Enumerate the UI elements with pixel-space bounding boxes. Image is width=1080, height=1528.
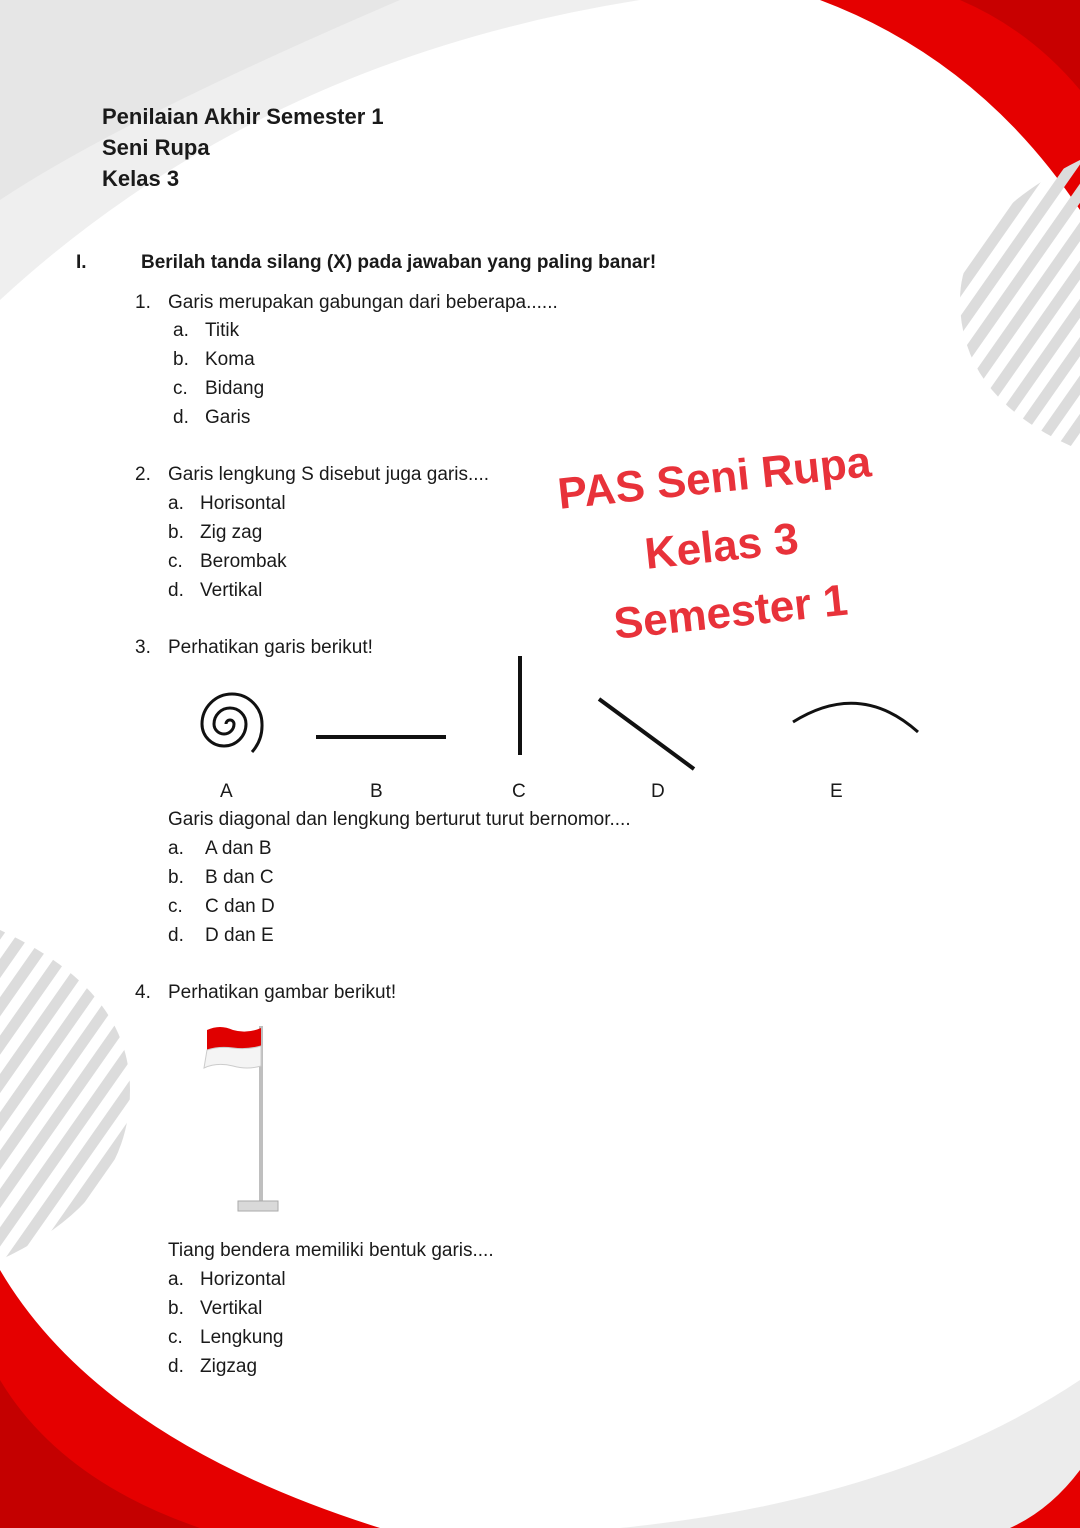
curved-line-e	[793, 703, 918, 732]
option[interactable]: b. Vertikal	[168, 1298, 263, 1319]
watermark-line-2: Kelas 3	[642, 514, 801, 579]
question-3-prompt: Garis diagonal dan lengkung berturut turut bernomor....	[168, 809, 631, 830]
question-1: 1. Garis merupakan gabungan dari beberapa......	[135, 292, 558, 313]
flagpole-image	[195, 1020, 295, 1220]
option[interactable]: a. Titik	[173, 320, 240, 341]
section-instruction: Berilah tanda silang (X) pada jawaban yang paling banar!	[141, 252, 657, 273]
option[interactable]: d. Garis	[173, 407, 251, 428]
option[interactable]: b. Koma	[173, 349, 255, 370]
grade: Kelas 3	[102, 166, 180, 191]
flag-white	[204, 1046, 261, 1068]
flag-red	[207, 1027, 261, 1050]
figure-label-d: D	[651, 781, 665, 802]
question-3: 3. Perhatikan garis berikut!	[135, 637, 373, 658]
option[interactable]: c. C dan D	[168, 896, 275, 917]
question-4: 4. Perhatikan gambar berikut!	[135, 982, 397, 1003]
figure-label-c: C	[512, 781, 526, 802]
option[interactable]: a. Horizontal	[168, 1269, 286, 1290]
document-title: Penilaian Akhir Semester 1	[102, 104, 384, 129]
option[interactable]: d. Zigzag	[168, 1356, 258, 1377]
option[interactable]: b. Zig zag	[168, 522, 263, 543]
watermark-line-3: Semester 1	[611, 575, 851, 649]
option[interactable]: d. D dan E	[168, 925, 274, 946]
section-number: I.	[76, 252, 87, 273]
diagonal-line-d	[599, 699, 694, 769]
figure-label-a: A	[220, 781, 233, 802]
figure-label-b: B	[370, 781, 383, 802]
flagpole-base	[238, 1201, 278, 1211]
spiral-line-a	[202, 694, 262, 752]
option[interactable]: c. Berombak	[168, 551, 287, 572]
option[interactable]: b. B dan C	[168, 867, 274, 888]
question-4-prompt: Tiang bendera memiliki bentuk garis....	[168, 1240, 494, 1261]
line-figures	[0, 640, 1080, 780]
figure-label-e: E	[830, 781, 843, 802]
option[interactable]: d. Vertikal	[168, 580, 263, 601]
option[interactable]: a. A dan B	[168, 838, 272, 859]
option[interactable]: c. Bidang	[173, 378, 265, 399]
watermark-line-1: PAS Seni Rupa	[555, 437, 874, 519]
option[interactable]: a. Horisontal	[168, 493, 286, 514]
subject: Seni Rupa	[102, 135, 210, 160]
question-2: 2. Garis lengkung S disebut juga garis....	[135, 464, 490, 485]
option[interactable]: c. Lengkung	[168, 1327, 284, 1348]
